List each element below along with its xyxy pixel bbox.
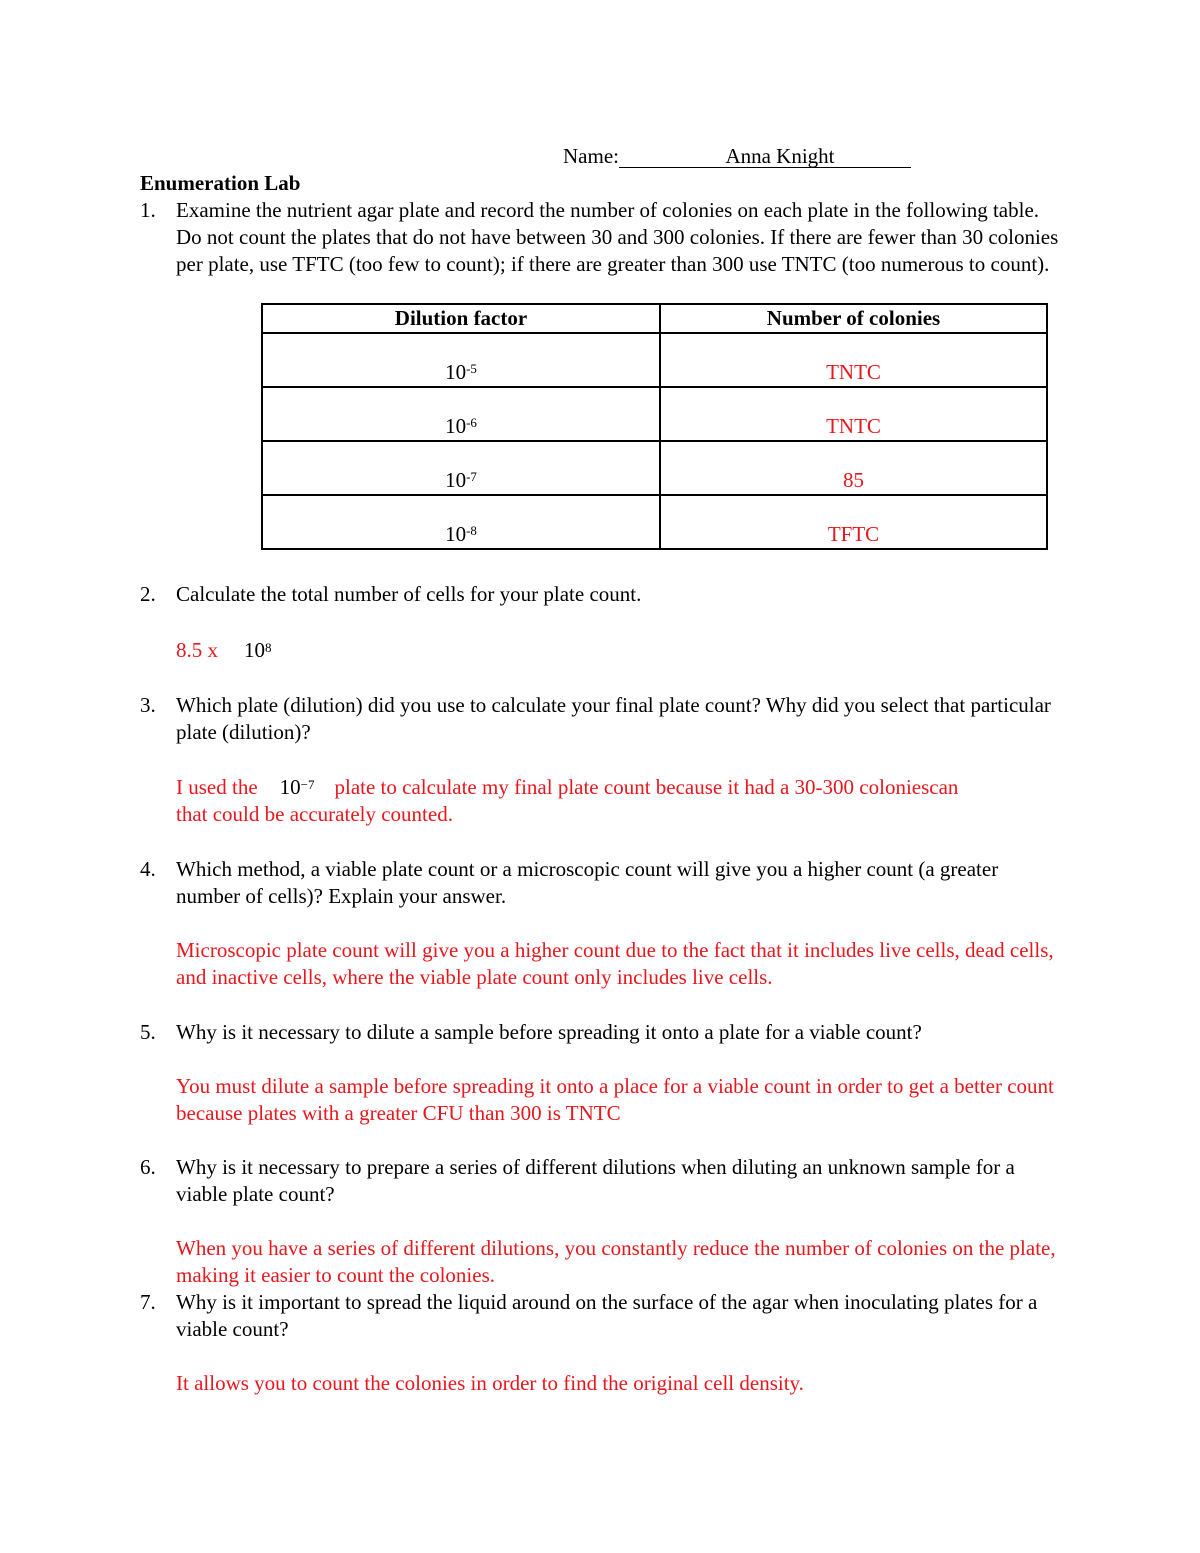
dilution-cell: $10^{-6}$	[262, 387, 660, 441]
table-row	[262, 387, 1047, 441]
name-label: Name:	[563, 144, 619, 168]
table-row	[262, 441, 1047, 495]
question-text: Which plate (dilution) did you use to calculate your final plate count? Why did you select that particular plate (dilution)?	[176, 693, 1051, 744]
column-header-colonies: Number of colonies	[660, 304, 1047, 333]
answer-2	[176, 637, 1076, 664]
table-row	[262, 333, 1047, 387]
question-number: 6.	[140, 1155, 156, 1179]
question-number: 2.	[140, 582, 156, 606]
question-1	[140, 197, 1060, 278]
dilution-cell: $10^{-7}$	[262, 441, 660, 495]
answer-3-exp: −7	[300, 777, 315, 792]
answer-3-prefix: I used the	[176, 775, 258, 799]
question-number: 7.	[140, 1290, 156, 1314]
answer-3-line2: that could be accurately counted.	[176, 802, 453, 826]
question-text: Which method, a viable plate count or a microscopic count will give you a higher count (a greater number of cells)? Explain your answer.	[176, 857, 999, 908]
colonies-cell: TFTC	[660, 495, 1047, 549]
answer-5: You must dilute a sample before spreading it onto a place for a viable count in order to get a better count because plates with a greater CFU than 300 is TNTC	[176, 1074, 1054, 1125]
answer-2-prefix: 8.5 x	[176, 638, 218, 662]
question-number: 5.	[140, 1020, 156, 1044]
answer-3	[176, 774, 1076, 828]
dilution-cell: $10^{-5}$	[262, 333, 660, 387]
name-value: Anna Knight	[619, 145, 911, 168]
answer-3-rest: plate to calculate my final plate count because it had a 30-300 coloniescan	[334, 775, 959, 799]
colonies-cell: 85	[660, 441, 1047, 495]
answer-2-exp: 8	[265, 640, 272, 655]
question-text: Why is it important to spread the liquid around on the surface of the agar when inoculating plates for a viable count?	[176, 1290, 1038, 1341]
question-number: 1.	[140, 198, 156, 222]
question-text: Examine the nutrient agar plate and record the number of colonies on each plate in the following table. Do not count the plates that do not have between 30 and 300 colonies. If there are fewer than 30 colonies per plate, use TFTC (too few to count); if there are greater than 300 use TNTC (too numerous to count).	[176, 198, 1059, 276]
question-7	[140, 1289, 1060, 1343]
question-text: Calculate the total number of cells for your plate count.	[176, 582, 642, 606]
question-4	[140, 856, 1060, 910]
question-number: 4.	[140, 857, 156, 881]
name-line	[563, 143, 911, 169]
table-row	[262, 495, 1047, 549]
question-6	[140, 1154, 1060, 1208]
colonies-cell: TNTC	[660, 387, 1047, 441]
table-header-row	[262, 304, 1047, 333]
question-2	[140, 581, 1060, 608]
question-text: Why is it necessary to prepare a series of different dilutions when diluting an unknown sample for a viable plate count?	[176, 1155, 1015, 1206]
answer-3-base: 10	[279, 775, 301, 799]
question-text: Why is it necessary to dilute a sample before spreading it onto a plate for a viable count?	[176, 1020, 922, 1044]
dilution-table	[261, 303, 1048, 550]
question-5	[140, 1019, 1060, 1046]
column-header-dilution: Dilution factor	[262, 304, 660, 333]
answer-2-base: 10	[244, 638, 265, 662]
answer-6: When you have a series of different dilutions, you constantly reduce the number of colonies on the plate, making it easier to count the colonies.	[176, 1236, 1056, 1287]
question-number: 3.	[140, 693, 156, 717]
page-title: Enumeration Lab	[140, 171, 301, 195]
colonies-cell: TNTC	[660, 333, 1047, 387]
question-3	[140, 692, 1060, 746]
answer-4: Microscopic plate count will give you a higher count due to the fact that it includes live cells, dead cells, and inactive cells, where the viable plate count only includes live cells.	[176, 938, 1054, 989]
answer-7: It allows you to count the colonies in order to find the original cell density.	[176, 1371, 804, 1395]
dilution-cell: $10^{-8}$	[262, 495, 660, 549]
